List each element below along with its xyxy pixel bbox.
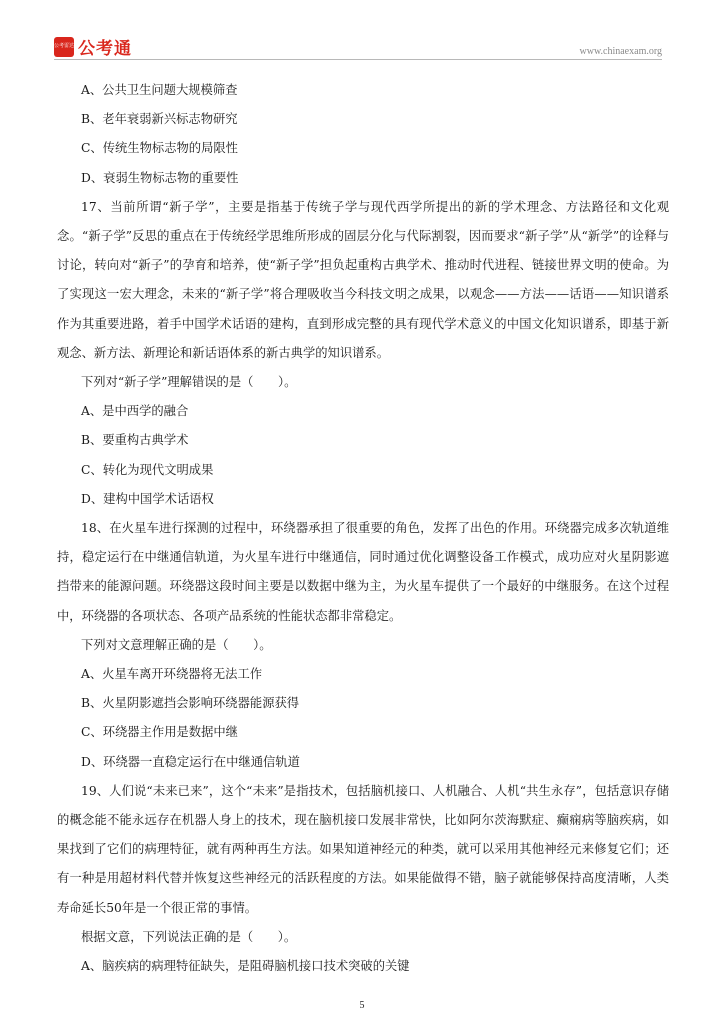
q16-option-a: A、公共卫生问题大规模筛查 <box>81 83 238 97</box>
q18-question: 下列对文意理解正确的是（ ）。 <box>81 637 272 652</box>
site-url: www.chinaexam.org <box>579 46 662 57</box>
logo-text: 公考通 <box>78 39 132 59</box>
q19-question: 根据文意，下列说法正确的是（ ）。 <box>81 929 297 944</box>
q18-option-a: A、火星车离开环绕器将无法工作 <box>81 667 263 682</box>
q16-option-d: D、衰弱生物标志物的重要性 <box>81 170 239 185</box>
q18-passage: 18、在火星车进行探测的过程中，环绕器承担了很重要的角色，发挥了出色的作用。环绕器完成多次轨道维持，稳定运行在中继通信轨道，为火星车进行中继通信，同时通过优化调整设备工作模式，成功应对火星阴影遮挡带来的能源问题。环绕器这段时间主要是以数据中继为主，为火星车提供了一个最好的中继服务。在这个过程中，环绕器的各项状态、各项产品系统的性能状态都非常稳定。 <box>57 521 669 623</box>
q17-question: 下列对“新子学”理解错误的是（ ）。 <box>81 375 297 390</box>
q17-option-a: A、是中西学的融合 <box>81 404 189 419</box>
q17-option-c: C、转化为现代文明成果 <box>81 462 214 477</box>
q16-option-b: B、老年衰弱新兴标志物研究 <box>81 112 238 127</box>
q18-option-b: B、火星阴影遮挡会影响环绕器能源获得 <box>81 696 300 711</box>
page-header <box>40 30 662 60</box>
q17-option-d: D、建构中国学术话语权 <box>81 491 214 506</box>
logo-badge-icon: 公考雷达 <box>54 37 74 57</box>
q18-option-c: C、环绕器主作用是数据中继 <box>81 725 238 740</box>
q19-passage: 19、人们说“未来已来”，这个“未来”是指技术，包括脑机接口、人机融合、人机“共生永存”，包括意识存储的概念能不能永远存在机器人身上的技术，现在脑机接口发展非常快，比如阿尔茨海默症、癫痫病等脑疾病，如果找到了它们的病理特征，就有两种再生方法。如果知道神经元的种类，就可以采用其他神经元来修复它们；还有一种是用超材料代替并恢复这些神经元的活跃程度的方法。如果能做得不错，脑子就能够保持高度清晰，人类寿命延长50年是一个很正常的事情。 <box>57 783 669 915</box>
q17-passage: 17、当前所谓“新子学”，主要是指基于传统子学与现代西学所提出的新的学术理念、方法路径和文化观念。“新子学”反思的重点在于传统经学思维所形成的固层分化与代际割裂，因而要求“新子学”从“新学”的诠释与讨论，转向对“新子”的孕育和培养，使“新子学”担负起重构古典学术、推动时代进程、链接世界文明的使命。为了实现这一宏大理念，未来的“新子学”将合理吸收当今科技文明之成果，以观念——方法——话语——知识谱系作为其重要进路，着手中国学术话语的建构，直到形成完整的具有现代学术意义的中国文化知识谱系，即基于新观念、新方法、新理论和新话语体系的新古典学的知识谱系。 <box>57 199 669 360</box>
q19-option-a: A、脑疾病的病理特征缺失，是阻碍脑机接口技术突破的关键 <box>81 959 410 974</box>
page-number: 5 <box>359 1000 365 1011</box>
header-divider <box>54 59 662 60</box>
q17-option-b: B、要重构古典学术 <box>81 433 189 448</box>
logo <box>54 34 132 59</box>
document-body <box>57 76 669 981</box>
q16-option-c: C、传统生物标志物的局限性 <box>81 141 238 156</box>
q18-option-d: D、环绕器一直稳定运行在中继通信轨道 <box>81 754 300 769</box>
